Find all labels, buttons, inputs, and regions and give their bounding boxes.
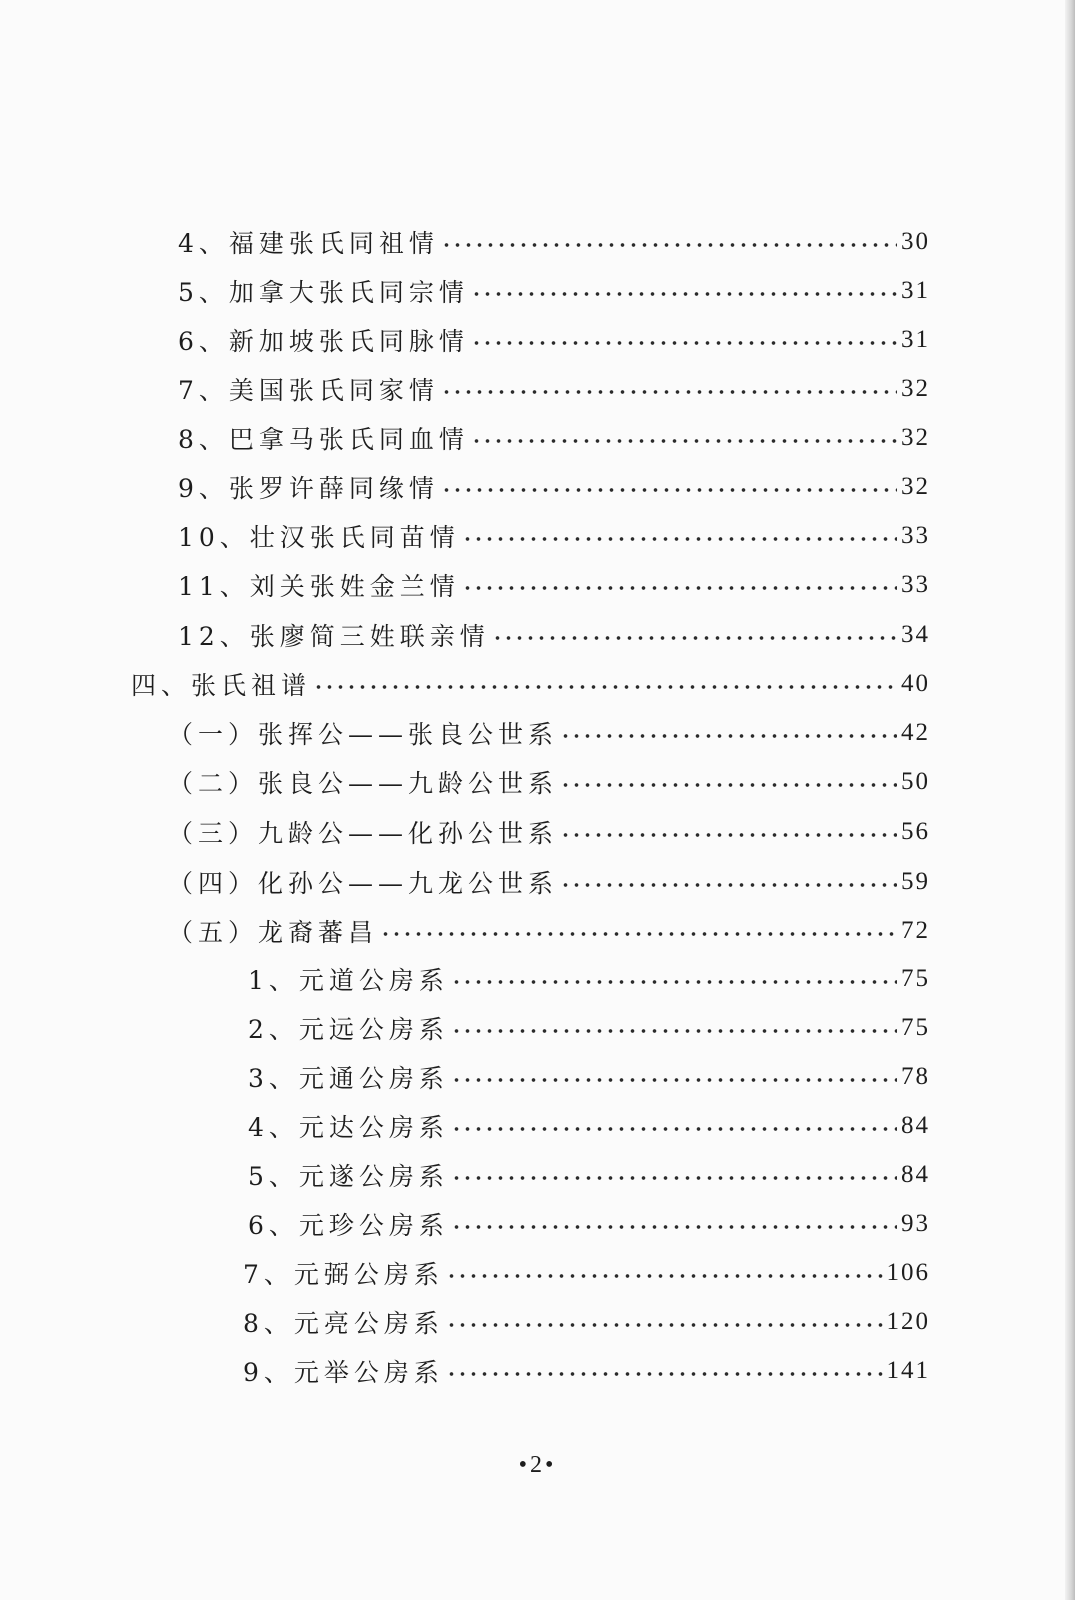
toc-entry-page: 40 [901, 670, 930, 697]
toc-entry-page: 50 [901, 768, 930, 795]
toc-entry-page: 31 [901, 277, 930, 304]
toc-entry [168, 862, 930, 902]
toc-entry [178, 565, 930, 605]
toc-entry-page: 32 [901, 375, 930, 402]
toc-entry-label: 6、新加坡张氏同脉情 [178, 327, 469, 356]
toc-entry [168, 713, 930, 753]
toc-entry-label: 2、元远公房系 [248, 1015, 449, 1044]
toc-entry [168, 812, 930, 852]
toc-entry-label: 5、元遂公房系 [248, 1162, 449, 1191]
dot-leader [446, 1371, 883, 1377]
toc-entry-label: 11、刘关张姓金兰情 [178, 572, 460, 601]
toc-entry [178, 615, 930, 655]
toc-entry-label: （一）张挥公——张良公世系 [168, 720, 559, 749]
toc-entry-page: 32 [901, 424, 930, 451]
toc-entry-page: 84 [901, 1112, 930, 1139]
toc-entry-page: 84 [901, 1161, 930, 1188]
dot-leader [451, 1224, 897, 1230]
dot-leader [471, 340, 897, 346]
toc-entry-page: 34 [901, 621, 930, 648]
toc-entry-label: （三）九龄公——化孙公世系 [168, 819, 559, 848]
toc-entry [178, 222, 930, 262]
toc-entry-label: 9、张罗许薛同缘情 [178, 474, 439, 503]
toc-entry [248, 1155, 930, 1195]
toc-entry [243, 1302, 930, 1342]
toc-entry-label: 7、美国张氏同家情 [178, 376, 439, 405]
toc-entry-label: 10、壮汉张氏同苗情 [178, 523, 460, 552]
toc-entry [178, 467, 930, 507]
dot-leader [451, 1077, 897, 1083]
toc-entry [178, 271, 930, 311]
page-edge-shadow [1065, 0, 1075, 1600]
dot-leader [446, 1322, 883, 1328]
toc-entry-page: 30 [901, 228, 930, 255]
toc-entry [243, 1253, 930, 1293]
toc-entry-page: 75 [901, 1014, 930, 1041]
toc-entry [243, 1351, 930, 1391]
dot-leader [441, 389, 897, 395]
toc-entry-page: 141 [886, 1357, 930, 1384]
toc-entry [248, 959, 930, 999]
toc-entry [248, 1057, 930, 1097]
toc-entry-page: 78 [901, 1063, 930, 1090]
toc-entry-label: 4、福建张氏同祖情 [178, 229, 439, 258]
toc-entry-page: 120 [886, 1308, 930, 1335]
toc-entry-label: 8、巴拿马张氏同血情 [178, 425, 469, 454]
toc-entry [248, 1008, 930, 1048]
toc-entry-label: 1、元道公房系 [248, 966, 449, 995]
toc-entry-page: 72 [901, 917, 930, 944]
toc-entry [178, 320, 930, 360]
toc-entry-label: （五）龙裔蕃昌 [168, 918, 379, 947]
toc-entry-page: 59 [901, 868, 930, 895]
toc-entry-label: 12、张廖简三姓联亲情 [178, 622, 490, 651]
dot-leader [560, 882, 897, 888]
dot-leader [492, 635, 897, 641]
toc-entry-page: 31 [901, 326, 930, 353]
toc-entry-page: 56 [901, 818, 930, 845]
toc-entry [168, 911, 930, 951]
dot-leader [462, 536, 897, 542]
dot-leader [441, 487, 897, 493]
toc-entry [131, 664, 930, 704]
toc-entry [178, 418, 930, 458]
toc-entry-label: 3、元通公房系 [248, 1064, 449, 1093]
dot-leader [560, 832, 897, 838]
toc-entry [178, 369, 930, 409]
dot-leader [451, 1028, 897, 1034]
dot-leader [560, 782, 897, 788]
toc-entry-page: 75 [901, 965, 930, 992]
toc-entry-label: （二）张良公——九龄公世系 [168, 769, 559, 798]
toc-entry-page: 42 [901, 719, 930, 746]
toc-entry-page: 93 [901, 1210, 930, 1237]
toc-entry-label: 9、元举公房系 [243, 1358, 444, 1387]
toc-entry-page: 33 [901, 571, 930, 598]
toc-entry [178, 516, 930, 556]
toc-entry-label: 4、元达公房系 [248, 1113, 449, 1142]
dot-leader [451, 979, 897, 985]
dot-leader [471, 438, 897, 444]
dot-leader [446, 1273, 883, 1279]
dot-leader [451, 1126, 897, 1132]
dot-leader [380, 931, 897, 937]
toc-entry-label: 5、加拿大张氏同宗情 [178, 278, 469, 307]
toc-entry-page: 106 [886, 1259, 930, 1286]
toc-entry [248, 1204, 930, 1244]
toc-entry [248, 1106, 930, 1146]
toc-entry [168, 762, 930, 802]
dot-leader [560, 733, 897, 739]
dot-leader [441, 242, 897, 248]
dot-leader [451, 1175, 897, 1181]
toc-entry-page: 32 [901, 473, 930, 500]
toc-entry-label: 7、元弼公房系 [243, 1260, 444, 1289]
toc-entry-label: 8、元亮公房系 [243, 1309, 444, 1338]
toc-entry-page: 33 [901, 522, 930, 549]
toc-entry-label: 6、元珍公房系 [248, 1211, 449, 1240]
dot-leader [471, 291, 897, 297]
toc-entry-label: （四）化孙公——九龙公世系 [168, 869, 559, 898]
toc-entry-label: 四、张氏祖谱 [131, 671, 312, 700]
page-number-footer: •2• [518, 1452, 557, 1478]
dot-leader [462, 585, 897, 591]
dot-leader [313, 684, 897, 690]
